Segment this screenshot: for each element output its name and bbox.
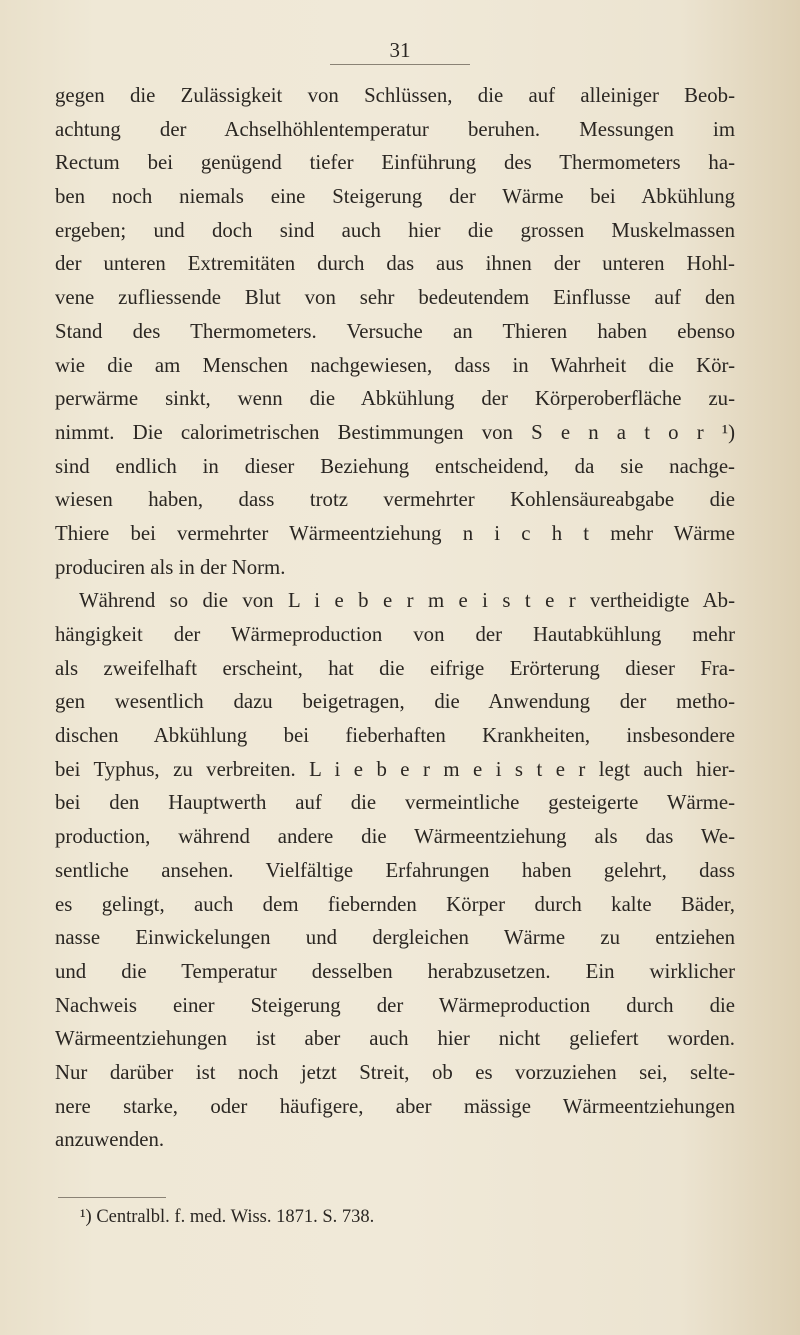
text-line: produciren als in der Norm.	[55, 555, 286, 579]
text-line: Während so die von L i e b e r m e i s t e r vertheidigte Ab-	[79, 589, 735, 613]
footnote-rule	[58, 1197, 166, 1198]
text-line: Nachweis einer Steigerung der Wärmeproduction durch die	[55, 993, 735, 1017]
text-line: bei Typhus, zu verbreiten. L i e b e r m e i s t e r legt auch hier-	[55, 757, 735, 781]
text-line: Thiere bei vermehrter Wärmeentziehung n i c h t mehr Wärme	[55, 521, 735, 545]
text-line: Nur darüber ist noch jetzt Streit, ob es vorzuziehen sei, selte-	[55, 1060, 735, 1084]
text-line: sentliche ansehen. Vielfältige Erfahrungen haben gelehrt, dass	[55, 858, 735, 882]
text-line: hängigkeit der Wärmeproduction von der Hautabkühlung mehr	[55, 623, 735, 646]
text-line: gen wesentlich dazu beigetragen, die Anwendung der metho-	[55, 690, 735, 714]
text-line: gegen die Zulässigkeit von Schlüssen, die auf alleiniger Beob-	[55, 84, 735, 107]
text-line: der unteren Extremitäten durch das aus ihnen der unteren Hohl-	[55, 252, 735, 276]
text-line: nere starke, oder häufigere, aber mässige Wärmeentziehungen	[55, 1094, 735, 1118]
text-line: perwärme sinkt, wenn die Abkühlung der Körperoberfläche zu-	[55, 387, 735, 411]
text-line: nasse Einwickelungen und dergleichen Wärme zu entziehen	[55, 926, 735, 950]
text-line: wiesen haben, dass trotz vermehrter Kohlensäureabgabe die	[55, 488, 735, 512]
text-line: dischen Abkühlung bei fieberhaften Krankheiten, insbesondere	[55, 724, 735, 748]
text-line: Stand des Thermometers. Versuche an Thieren haben ebenso	[55, 319, 735, 343]
text-line: production, während andere die Wärmeentziehung als das We-	[55, 825, 735, 849]
text-line: wie die am Menschen nachgewiesen, dass in Wahrheit die Kör-	[55, 353, 735, 377]
text-line: Rectum bei genügend tiefer Einführung des Thermometers ha-	[55, 151, 735, 175]
text-line: ben noch niemals eine Steigerung der Wärme bei Abkühlung	[55, 185, 735, 209]
body-text	[55, 79, 735, 1157]
text-line: sind endlich in dieser Beziehung entscheidend, da sie nachge-	[55, 454, 735, 478]
text-line: ergeben; und doch sind auch hier die grossen Muskelmassen	[55, 218, 735, 242]
text-line: als zweifelhaft erscheint, hat die eifrige Erörterung dieser Fra-	[55, 656, 735, 680]
text-line: Wärmeentziehungen ist aber auch hier nicht geliefert worden.	[55, 1027, 735, 1051]
header-rule	[330, 64, 470, 65]
text-line: es gelingt, auch dem fiebernden Körper durch kalte Bäder,	[55, 892, 735, 916]
footnote: ¹) Centralbl. f. med. Wiss. 1871. S. 738.	[80, 1207, 375, 1227]
text-line: achtung der Achselhöhlentemperatur beruhen. Messungen im	[55, 117, 735, 141]
text-line: vene zufliessende Blut von sehr bedeutendem Einflusse auf den	[55, 286, 735, 310]
text-line: und die Temperatur desselben herabzusetzen. Ein wirklicher	[55, 959, 735, 983]
text-line: nimmt. Die calorimetrischen Bestimmungen von S e n a t o r ¹)	[55, 420, 735, 444]
page-number: 31	[389, 38, 411, 62]
text-line: bei den Hauptwerth auf die vermeintliche gesteigerte Wärme-	[55, 791, 735, 815]
text-line: anzuwenden.	[55, 1128, 165, 1152]
